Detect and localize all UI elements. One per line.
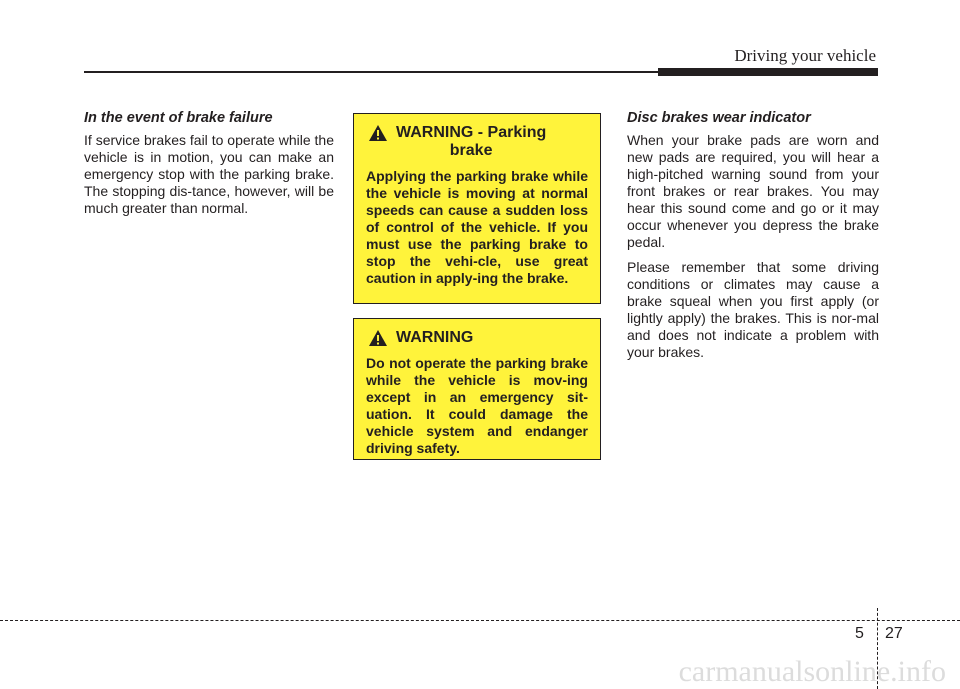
disc-brakes-heading: Disc brakes wear indicator	[627, 110, 811, 126]
warning-title	[396, 124, 546, 160]
brake-failure-paragraph: If service brakes fail to operate while the vehicle is in motion, you can make an emergency stop with the parking brake. The stopping dis-tance, however, will be much greater than normal.	[84, 132, 334, 216]
section-title: Driving your vehicle	[734, 46, 876, 65]
warning-triangle-icon	[368, 124, 388, 142]
parking-brake-warning-box	[353, 113, 601, 304]
left-column	[84, 110, 334, 225]
header-rule-thick	[658, 68, 878, 76]
warning-title: WARNING	[396, 329, 474, 346]
page-number: 27	[885, 625, 903, 642]
disc-brakes-paragraph-2: Please remember that some driving conditions or climates may cause a brake squeal when you first apply (or lightly apply) the brakes. This is nor-mal and does not indicate a problem with your brakes.	[627, 259, 879, 360]
warning-triangle-icon	[368, 329, 388, 347]
section-number: 5	[855, 625, 864, 642]
warning-title-line1: WARNING - Parking	[396, 124, 547, 141]
warning-body: Applying the parking brake while the vehicle is moving at normal speeds can cause a sudden loss of control of the vehicle. If you must use the parking brake to stop the vehi-cle, use great caution in apply-ing the brake.	[366, 168, 588, 286]
disc-brakes-paragraph-1: When your brake pads are worn and new pads are required, you will hear a high-pitched warning sound from your front brakes or rear brakes. You may hear this sound come and go or it may occur whenever you depress the brake pedal.	[627, 132, 879, 250]
operation-warning-box	[353, 318, 601, 460]
right-column	[627, 110, 879, 369]
footer-rule	[0, 620, 960, 621]
warning-header	[366, 124, 588, 160]
warning-header	[366, 329, 588, 347]
warning-title-line2: brake	[449, 142, 493, 159]
watermark: carmanualsonline.info	[678, 655, 946, 688]
warning-body: Do not operate the parking brake while the vehicle is mov-ing except in an emergency sit-uation. It could damage the vehicle system and endanger driving safety.	[366, 355, 588, 456]
brake-failure-heading: In the event of brake failure	[84, 110, 273, 126]
header-rule-thin	[84, 71, 658, 73]
